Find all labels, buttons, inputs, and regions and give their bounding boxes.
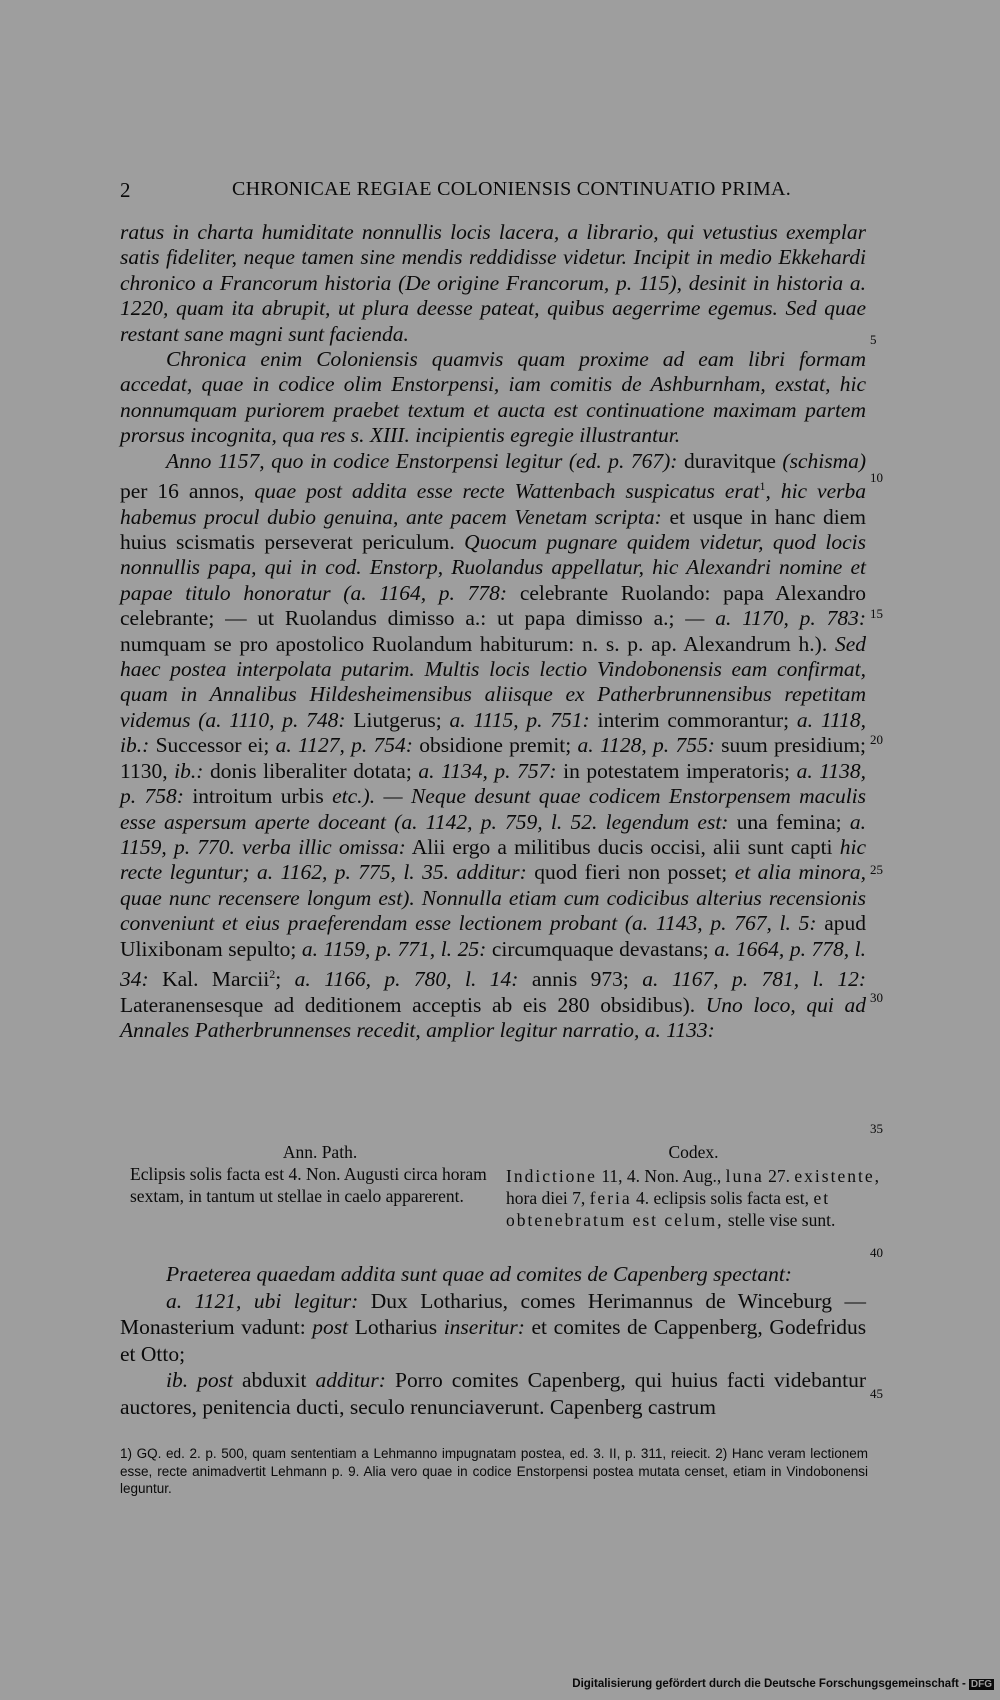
text-span: Anno 1157, quo in codice Enstorpensi legitur (ed. p. 767):	[166, 448, 678, 473]
text-span: existente,	[794, 1166, 881, 1186]
text-span: quae post addita esse recte Wattenbach suspicatus erat	[254, 479, 760, 504]
text-span: Alii ergo a militibus ducis occisi, alii sunt capti	[411, 834, 833, 859]
footnote-marker: 2	[269, 966, 276, 981]
paragraph-3	[120, 449, 866, 1044]
text-span: in potestatem imperatoris;	[563, 758, 790, 783]
text-span: hic recte leguntur; a. 1162, p. 775, l. 35. additur:	[120, 834, 866, 885]
text-span: a. 1138, p. 758:	[120, 758, 867, 809]
text-span: Kal. Marcii	[162, 967, 270, 992]
text-span: Successor ei;	[155, 733, 270, 758]
line-number: 15	[870, 606, 883, 621]
text-span: et alia minora, quae nunc recensere longum est). Nonnulla etiam cum codicibus alterius recensionis conveniunt et eius praeferendam esse lectionem probant (a. 1143, p. 767, l. 5:	[120, 860, 866, 936]
text-span: obsidione premit;	[419, 733, 572, 758]
text-span: donis liberaliter dotata;	[210, 758, 412, 783]
text-span: Quocum pugnare quidem videtur, quod locis nonnullis papa, qui in cod. Enstorp, Ruolandus appellatur, hic Alexandri nomine et papae titulo honoratur (a. 1164, p. 778:	[120, 530, 867, 605]
text-span: a. 1159, p. 771, l. 25:	[301, 936, 487, 961]
page-number: 2	[120, 178, 131, 202]
running-title: CHRONICAE REGIAE COLONIENSIS CONTINUATIO PRIMA.	[232, 178, 792, 200]
line-number: 5	[870, 332, 877, 347]
text-span: apud Ulixibonam sepulto;	[120, 911, 866, 961]
text-span: etc.). — Neque desunt quae codicem Enstorpensem maculis esse aspersum aperte doceant (a. 1142, p. 759, l. 52. legendum est:	[120, 784, 867, 834]
text-span: a. 1664, p. 778, l. 34:	[120, 936, 867, 992]
text-span: a. 1159, p. 770. verba illic omissa:	[120, 809, 867, 859]
text-span: Uno loco, qui ad Annales Patherbrunnenses recedit, amplior legitur narratio, a. 1133:	[120, 992, 866, 1042]
main-text	[120, 220, 866, 1043]
text-span: quod fieri non posset;	[534, 860, 728, 885]
text-span: , hic verba habemus procul dubio genuina, ante pacem Venetam scripta:	[120, 479, 866, 529]
footnote-text: 1) GQ. ed. 2. p. 500, quam sententiam a Lehmanno impugnatam postea, ed. 3. II, p. 311, reiecit. 2) Hanc veram lectionem esse, recte animadvertit Lehmann p. 9. Alia vero quae in codice Enstorpensi postea mutata censet, etiam in Vindobonensi leguntur.	[120, 1446, 868, 1496]
paragraph-6	[120, 1367, 866, 1420]
text-span: duravitque	[683, 448, 776, 473]
paragraph-1: ratus in charta humiditate nonnullis locis lacera, a librario, qui vetustius exemplar satis fideliter, neque tamen sine mendis reddidisse videtur. Incipit in medio Ekkehardi chronico a Francorum historia (De origine Francorum, p. 115), desinit in historia a. 1220, quam ita abrupit, ut plura deesse pateat, quibus aegerrime egemus. Sed quae restant sane magni sunt facienda.	[120, 220, 866, 346]
text-span: Lotharius	[354, 1315, 438, 1339]
text-span: abduxit	[241, 1368, 307, 1392]
line-number: 35	[870, 1121, 883, 1136]
paragraph-5	[120, 1288, 866, 1368]
footnotes	[120, 1445, 868, 1498]
text-span: 4. eclipsis solis facta est,	[636, 1188, 810, 1208]
text-span: a. 1166, p. 780, l. 14:	[294, 967, 519, 992]
column-text: Eclipsis solis facta est 4. Non. Augusti circa horam sextam, in tantum ut stellae in caelo apparerent.	[130, 1164, 487, 1206]
comparison-left-column	[130, 1141, 510, 1207]
text-span: introitum urbis	[192, 784, 324, 809]
text-span: et usque in hanc diem huius scismatis perseverat periculum.	[120, 504, 867, 555]
text-span: inseritur:	[443, 1315, 525, 1339]
dfg-logo: DFG	[970, 1679, 992, 1690]
text-span: luna	[725, 1166, 764, 1186]
text-span: ib. post	[166, 1368, 233, 1392]
text-span: 27.	[768, 1166, 791, 1186]
text-span: numquam se pro apostolico Ruolandum habiturum: n. s. p. ap. Alexandrum h.).	[120, 631, 828, 656]
text-span: Porro comites Capenberg, qui huius facti videbantur auctores, penitencia ducti, seculo renunciaverunt. Capenberg castrum	[120, 1368, 867, 1419]
comparison-right-column	[506, 1141, 881, 1231]
line-number: 20	[870, 732, 883, 747]
credit-text: Digitalisierung gefördert durch die Deutsche Forschungsgemeinschaft -	[572, 1678, 966, 1690]
line-number: 40	[870, 1245, 883, 1260]
text-span: ib.:	[174, 758, 204, 783]
text-span: Dux Lotharius, comes Herimannus de Winceburg — Monasterium vadunt:	[120, 1288, 866, 1339]
column-heading: Ann. Path.	[282, 1142, 358, 1162]
text-span: a. 1167, p. 781, l. 12:	[642, 967, 867, 992]
text-span: feria	[589, 1188, 632, 1208]
line-number: 25	[870, 862, 883, 877]
digitization-credit	[572, 1678, 994, 1690]
text-span: Sed haec postea interpolata putarim. Multis locis lectio Vindobonensis eam confirmat, quam in Annalibus Hildesheimensibus aliisque ex Patherbrunnensibus repetitam videmus (a. 1110, p. 748:	[120, 631, 866, 732]
text-span: additur:	[315, 1368, 386, 1392]
text-span: a. 1115, p. 751:	[449, 707, 590, 732]
line-number: 45	[870, 1386, 883, 1401]
line-number: 10	[870, 470, 883, 485]
text-span: suum presidium; 1130,	[120, 733, 867, 783]
column-heading: Codex.	[668, 1142, 719, 1162]
text-span: 11, 4. Non. Aug.,	[601, 1166, 722, 1186]
text-span: hora diei 7,	[506, 1188, 586, 1208]
text-span: Liutgerus;	[353, 707, 442, 732]
text-span: stelle vise sunt.	[727, 1210, 836, 1230]
text-span: annis 973;	[531, 967, 629, 992]
text-span: a. 1121, ubi legitur:	[166, 1288, 359, 1313]
text-span: interim commorantur;	[597, 707, 790, 732]
text-span: post	[312, 1315, 349, 1339]
text-span: per 16 annos,	[120, 479, 245, 504]
text-span: (schisma)	[782, 448, 867, 473]
text-span: celebrante Ruolando: papa Alexandro celebrante; — ut Ruolandus dimisso a.: ut papa dimisso a.;	[120, 580, 867, 631]
text-span: a. 1118, ib.:	[120, 707, 867, 758]
text-span: Indictione	[506, 1166, 597, 1186]
text-span: a. 1128, p. 755:	[577, 733, 715, 758]
text-span: et comites de Cappenberg, Godefridus et Otto;	[120, 1315, 867, 1366]
text-span: a. 1127, p. 754:	[275, 733, 413, 758]
text-span: — a. 1170, p. 783:	[685, 606, 867, 631]
text-span: una femina;	[736, 809, 842, 834]
column-text	[506, 1165, 881, 1231]
paragraph-2: Chronica enim Coloniensis quamvis quam proxime ad eam libri formam accedat, quae in codice olim Enstorpensi, iam comitis de Ashburnham, exstat, hic nonnumquam puriorem praebet textum et aucta est continuatione maximam partem prorsus incognita, qua res s. XIII. incipientis egregie illustrantur.	[120, 347, 866, 448]
paragraph-4: Praeterea quaedam addita sunt quae ad comites de Capenberg spectant:	[166, 1262, 792, 1286]
text-span: a. 1134, p. 757:	[418, 758, 557, 783]
text-span: Lateranensesque ad deditionem acceptis ab eis 280 obsidibus).	[120, 992, 696, 1017]
text-span: et obtenebratum est celum,	[506, 1188, 831, 1230]
page-header	[120, 178, 870, 208]
footnote-marker: 1	[759, 479, 766, 494]
text-span: circumquaque devastans;	[491, 936, 709, 961]
line-number: 30	[870, 990, 883, 1005]
text-span: ;	[275, 967, 282, 992]
lower-text	[120, 1261, 866, 1420]
